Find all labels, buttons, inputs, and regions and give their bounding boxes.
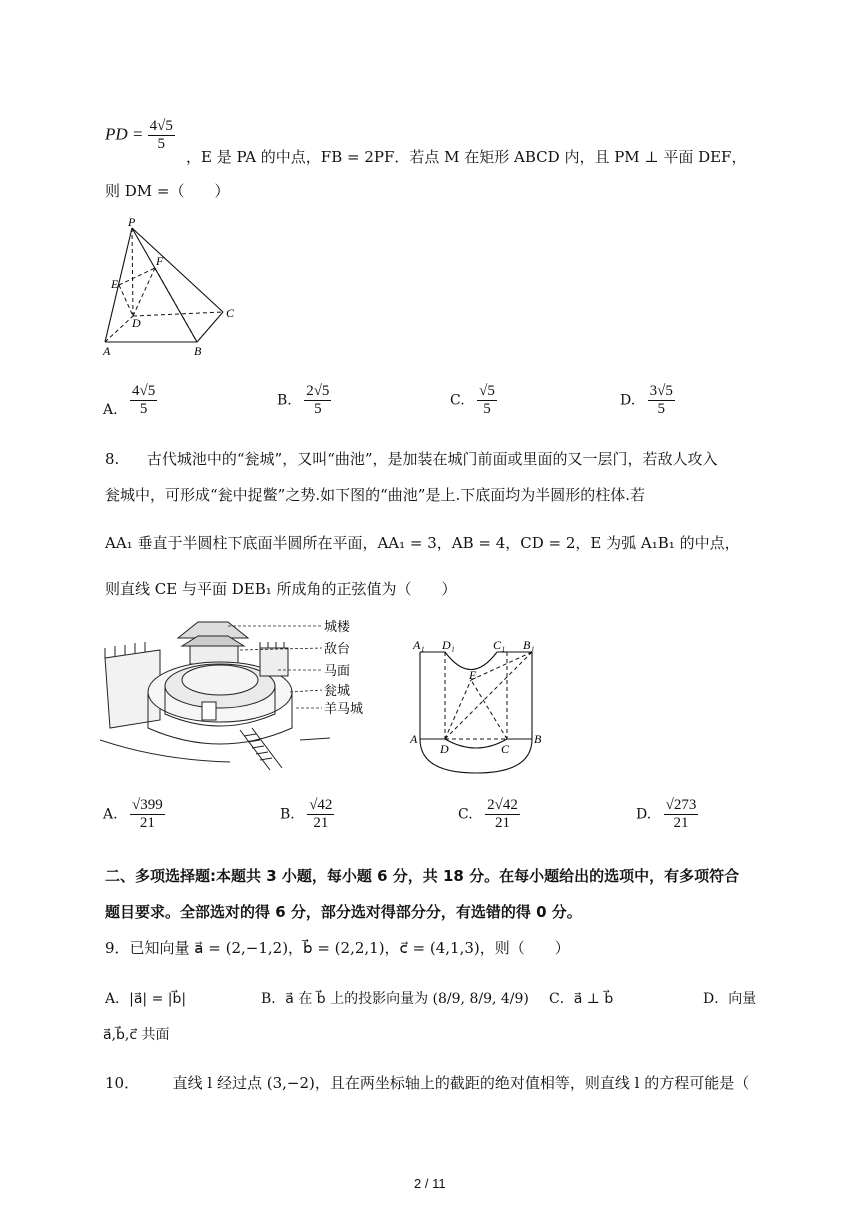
q8-line4: 则直线 CE 与平面 DEB₁ 所成角的正弦值为（ ） (105, 580, 457, 598)
q8-option-b[interactable] (280, 797, 334, 832)
label-A1: A₁ (413, 638, 425, 652)
castle-label-chenglou: 城楼 (324, 619, 351, 634)
q9-option-c[interactable]: C．a⃗ ⊥ b⃗ (549, 991, 614, 1007)
option-label: A. (103, 402, 118, 418)
option-fraction (485, 797, 520, 832)
q7-option-d[interactable] (620, 383, 675, 418)
q7-option-c[interactable] (450, 383, 497, 418)
option-num: 2√5 (306, 383, 330, 399)
option-fraction (130, 797, 165, 832)
option-fraction (307, 797, 334, 832)
page-number: 2 / 11 (414, 1176, 446, 1191)
label-A: A (410, 732, 418, 746)
q9-option-d-cont: a⃗,b⃗,c⃗ 共面 (103, 1027, 170, 1043)
q9-option-a[interactable]: A．|a⃗| = |b⃗| (105, 991, 187, 1007)
option-den: 21 (494, 815, 510, 831)
option-den: 5 (657, 401, 665, 417)
option-den: 21 (313, 815, 329, 831)
label-D: D (132, 316, 141, 330)
castle-label-wengcheng: 瓮城 (324, 683, 351, 698)
option-den: 5 (314, 401, 322, 417)
label-E: E (111, 277, 119, 291)
option-num: 3√5 (649, 383, 673, 399)
label-C1: C₁ (493, 638, 506, 652)
option-num: √5 (479, 383, 495, 399)
q10-stem: 直线 l 经过点 (3,−2)，且在两坐标轴上的截距的绝对值相等，则直线 l 的方程可能是（ (172, 1074, 750, 1092)
option-fraction (130, 383, 157, 418)
q7-line2: 则 DM =（ ） (105, 182, 230, 200)
q9-stem: 9．已知向量 a⃗ = (2,−1,2)，b⃗ = (2,2,1)，c⃗ = (4,1,3)，则（ ） (105, 939, 570, 957)
q7-line1 (105, 118, 175, 153)
option-fraction (477, 383, 497, 418)
label-D1: D₁ (442, 638, 455, 652)
q8-option-c[interactable] (458, 797, 520, 832)
half-cylinder-figure (405, 635, 555, 775)
option-fraction (304, 383, 331, 418)
castle-illustration (100, 610, 390, 780)
option-num: 2√42 (487, 797, 518, 813)
label-B: B (194, 344, 202, 358)
option-den: 21 (673, 815, 689, 831)
q10-number: 10． (105, 1074, 140, 1092)
q8-option-a[interactable] (103, 797, 165, 832)
label-B1: B₁ (523, 638, 535, 652)
option-num: √399 (132, 797, 163, 813)
q8-option-d[interactable] (636, 797, 698, 832)
option-num: √273 (665, 797, 697, 813)
option-num: √42 (309, 797, 333, 813)
pd-fraction (148, 118, 175, 153)
castle-label-ditai: 敌台 (324, 641, 351, 656)
option-label: B. (280, 806, 295, 823)
q7-line1-text: ，E 是 PA 的中点，FB = 2PF．若点 M 在矩形 ABCD 内，且 PM ⊥ 平面 DEF， (186, 148, 747, 166)
option-den: 5 (139, 401, 148, 417)
option-label: D. (636, 806, 652, 823)
label-B: B (534, 732, 542, 746)
option-num: 4√5 (132, 383, 156, 399)
pd-num: 4√5 (149, 118, 173, 134)
q10-line (105, 1072, 749, 1093)
q8-line1-text: 古代城池中的“瓮城”，又叫“曲池”，是加装在城门前面或里面的又一层门，若敌人攻入 (146, 450, 718, 468)
option-den: 21 (139, 815, 155, 831)
label-C: C (501, 742, 510, 756)
section2-line2: 题目要求。全部选对的得 6 分，部分选对得部分分，有选错的得 0 分。 (105, 903, 582, 921)
q8-line2: 瓮城中，可形成“瓮中捉鳖”之势.如下图的“曲池”是上.下底面均为半圆形的柱体.若 (105, 486, 645, 504)
label-A: A (103, 344, 111, 358)
option-label: D. (620, 392, 636, 409)
option-label: B. (277, 392, 292, 409)
pyramid-figure (100, 215, 250, 360)
label-F: F (156, 254, 164, 268)
label-C: C (226, 306, 235, 320)
option-den: 5 (483, 401, 491, 417)
q9-option-d[interactable]: D．向量 (703, 991, 757, 1007)
pd-label: PD = (105, 124, 144, 144)
option-label: C. (450, 392, 465, 409)
label-D: D (440, 742, 449, 756)
castle-label-mamian: 马面 (324, 663, 351, 678)
section2-line1: 二、多项选择题:本题共 3 小题，每小题 6 分，共 18 分。在每小题给出的选项中，有多项符合 (105, 867, 740, 885)
q8-number: 8. (105, 450, 120, 468)
option-label: C. (458, 806, 473, 823)
label-P: P (128, 215, 136, 229)
label-E: E (469, 668, 477, 682)
option-fraction (648, 383, 675, 418)
q9-option-b[interactable]: B．a⃗ 在 b⃗ 上的投影向量为 (8/9, 8/9, 4/9) (261, 991, 529, 1007)
q8-line1 (105, 448, 718, 469)
q7-option-b[interactable] (277, 383, 331, 418)
q8-line3: AA₁ 垂直于半圆柱下底面半圆所在平面，AA₁ = 3，AB = 4，CD = 2，E 为弧 A₁B₁ 的中点， (105, 534, 740, 552)
castle-label-yangmacheng: 羊马城 (324, 701, 364, 716)
option-label: A. (103, 806, 118, 823)
option-fraction (664, 797, 699, 832)
pd-den: 5 (157, 136, 165, 152)
q7-option-a[interactable] (103, 383, 157, 418)
